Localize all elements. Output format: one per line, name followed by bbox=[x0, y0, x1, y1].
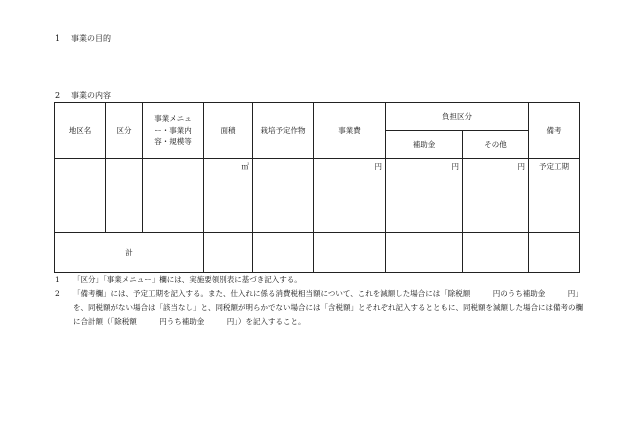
note-text: 「備考欄」には、予定工期を記入する。また、仕入れに係る消費税相当額について、これを減額した場合には「除税額 円のうち補助金 円」を、同税額がない場合は「該当なし」と、同税額が明らかでない場合には「含税額」とそれぞれ記入するとともに、同税額を減額した場合には備考の欄に合計額（「除税額 円うち補助金 円」）を記入すること。 bbox=[73, 289, 583, 326]
header-other: その他 bbox=[463, 131, 529, 159]
total-subsidy bbox=[386, 233, 463, 273]
header-district: 地区名 bbox=[55, 103, 106, 159]
total-remarks bbox=[529, 233, 580, 273]
cell-menu bbox=[143, 159, 204, 233]
table-row bbox=[55, 159, 580, 233]
notes bbox=[55, 273, 585, 329]
section-1-heading bbox=[55, 33, 111, 44]
header-burden: 負担区分 bbox=[386, 103, 529, 131]
header-area: 面積 bbox=[204, 103, 253, 159]
cell-remarks: 予定工期 bbox=[529, 159, 580, 233]
note-item bbox=[55, 273, 585, 287]
cell-cost-unit: 円 bbox=[314, 159, 386, 233]
cell-subsidy-unit: 円 bbox=[386, 159, 463, 233]
header-category: 区分 bbox=[106, 103, 143, 159]
header-cost: 事業費 bbox=[314, 103, 386, 159]
header-menu-text: 事業メニュー・事業内容・規模等 bbox=[154, 114, 192, 147]
header-menu bbox=[143, 103, 204, 159]
total-crop bbox=[253, 233, 314, 273]
cell-area-unit: ㎡ bbox=[204, 159, 253, 233]
total-cost bbox=[314, 233, 386, 273]
cell-other-unit: 円 bbox=[463, 159, 529, 233]
section-2-heading bbox=[55, 90, 111, 101]
total-area bbox=[204, 233, 253, 273]
section-1-number: 1 bbox=[55, 34, 61, 43]
cell-crop bbox=[253, 159, 314, 233]
total-other bbox=[463, 233, 529, 273]
project-content-table bbox=[54, 102, 580, 273]
cell-district bbox=[55, 159, 106, 233]
header-subsidy: 補助金 bbox=[386, 131, 463, 159]
cell-category bbox=[106, 159, 143, 233]
section-2-number: 2 bbox=[55, 91, 61, 100]
header-remarks: 備考 bbox=[529, 103, 580, 159]
note-number: 2 bbox=[55, 289, 60, 298]
note-text: 「区分」「事業メニュー」欄には、実施要領別表に基づき記入する。 bbox=[73, 275, 302, 284]
section-1-title: 事業の目的 bbox=[71, 34, 111, 43]
section-2-title: 事業の内容 bbox=[71, 91, 111, 100]
note-item bbox=[55, 287, 585, 329]
total-row bbox=[55, 233, 580, 273]
header-crop: 栽培予定作物 bbox=[253, 103, 314, 159]
note-number: 1 bbox=[55, 275, 60, 284]
total-label: 計 bbox=[55, 233, 204, 273]
